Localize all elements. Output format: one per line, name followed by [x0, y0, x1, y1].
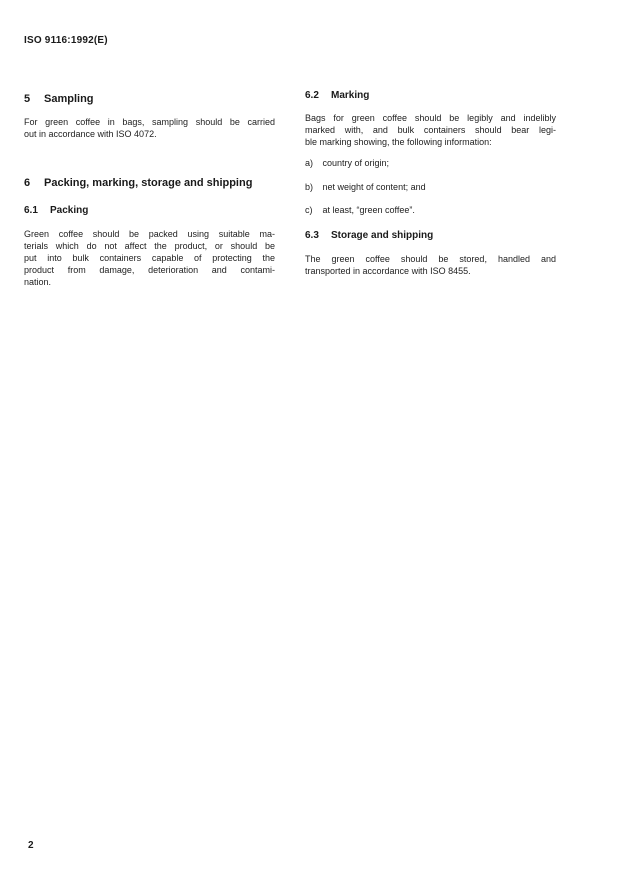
- section-number: 6.2: [305, 90, 319, 101]
- section-title: Sampling: [44, 93, 94, 105]
- section-6-3-paragraph: [305, 253, 556, 277]
- paragraph-line: marked with, and bulk containers should bear legi-: [305, 125, 556, 135]
- section-title: Packing, marking, storage and shipping: [44, 177, 253, 189]
- section-6-1-heading: [24, 205, 88, 216]
- paragraph-line: Green coffee should be packed using suitable ma-: [24, 229, 275, 239]
- paragraph-line: For green coffee in bags, sampling should be carried: [24, 117, 275, 127]
- section-5-paragraph: [24, 116, 275, 140]
- section-number: 5: [24, 93, 31, 105]
- section-number: 6.1: [24, 205, 38, 216]
- document-identifier: ISO 9116:1992(E): [24, 35, 108, 46]
- list-item-label: c): [305, 205, 313, 215]
- section-title: Marking: [331, 90, 370, 101]
- paragraph-line: Bags for green coffee should be legibly and indelibly: [305, 113, 556, 123]
- paragraph-line: The green coffee should be stored, handled and: [305, 254, 556, 264]
- paragraph-line: transported in accordance with ISO 8455.: [305, 266, 471, 276]
- list-item-label: a): [305, 158, 314, 168]
- list-item: [305, 157, 389, 169]
- list-item: [305, 181, 426, 193]
- paragraph-line: product from damage, deterioration and contami-: [24, 265, 275, 275]
- section-title: Storage and shipping: [331, 230, 434, 241]
- section-6-2-heading: [305, 90, 369, 101]
- list-item-text: at least, “green coffee”.: [322, 205, 415, 215]
- list-item-text: net weight of content; and: [322, 182, 426, 192]
- section-6-2-paragraph: [305, 112, 556, 148]
- paragraph-line: terials which do not affect the product, or should be: [24, 241, 275, 251]
- paragraph-line: out in accordance with ISO 4072.: [24, 129, 157, 139]
- paragraph-line: ble marking showing, the following information:: [305, 137, 492, 147]
- section-title: Packing: [50, 205, 89, 216]
- paragraph-line: nation.: [24, 277, 52, 287]
- section-6-heading: [24, 177, 252, 189]
- section-number: 6: [24, 177, 31, 189]
- section-6-1-paragraph: [24, 228, 275, 288]
- list-item-text: country of origin;: [322, 158, 390, 168]
- section-number: 6.3: [305, 230, 319, 241]
- section-6-3-heading: [305, 230, 433, 241]
- section-5-heading: [24, 93, 94, 105]
- page-number: 2: [28, 840, 34, 851]
- paragraph-line: put into bulk containers capable of protecting the: [24, 253, 275, 263]
- list-item-label: b): [305, 182, 314, 192]
- list-item: [305, 204, 415, 216]
